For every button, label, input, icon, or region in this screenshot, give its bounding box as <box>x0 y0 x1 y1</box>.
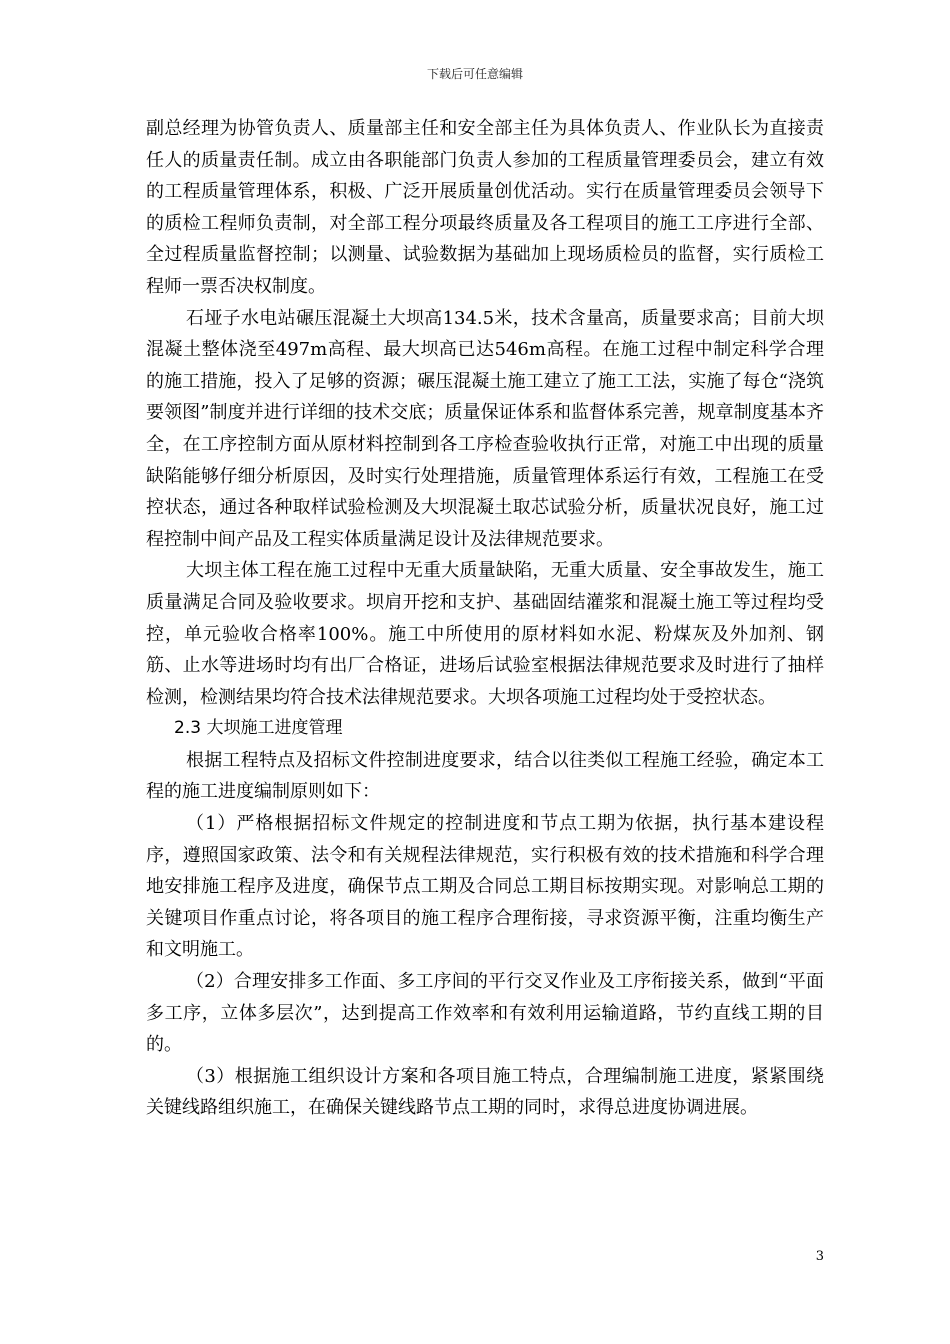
paragraph-schedule-principles: 根据工程特点及招标文件控制进度要求，结合以往类似工程施工经验，确定本工程的施工进度编制原则如下： <box>146 749 824 803</box>
list-item-3: （3）根据施工组织设计方案和各项目施工特点，合理编制施工进度，紧紧围绕关键线路组织施工，在确保关键线路节点工期的同时，求得总进度协调进展。 <box>146 1065 824 1119</box>
section-heading: 2.3 大坝施工进度管理 <box>174 718 343 739</box>
document-body <box>146 113 824 1124</box>
list-item-1: （1）严格根据招标文件规定的控制进度和节点工期为依据，执行基本建设程序，遵照国家政策、法令和有关规程法律规范，实行积极有效的技术措施和科学合理地安排施工程序及进度，确保节点工期及合同总工期目标按期实现。对影响总工期的关键项目作重点讨论，将各项目的施工程序合理衔接，寻求资源平衡，注重均衡生产和文明施工。 <box>146 813 824 961</box>
paragraph-quality-responsibility: 副总经理为协管负责人、质量部主任和安全部主任为具体负责人、作业队长为直接责任人的质量责任制。成立由各职能部门负责人参加的工程质量管理委员会，建立有效的工程质量管理体系，积极、广泛开展质量创优活动。实行在质量管理委员会领导下的质检工程师负责制，对全部工程分项最终质量及各工程项目的施工工序进行全部、全过程质量监督控制；以测量、试验数据为基础加上现场质检员的监督，实行质检工程师一票否决权制度。 <box>146 118 824 297</box>
page-header: 下载后可任意编辑 <box>426 67 523 81</box>
paragraph-dam-quality-status: 石垭子水电站碾压混凝土大坝高134.5米，技术含量高，质量要求高；目前大坝混凝土整体浇至497m高程、最大坝高已达546m高程。在施工过程中制定科学合理的施工措施，投入了足够的资源；碾压混凝土施工建立了施工工法，实施了每仓“浇筑要领图”制度并进行详细的技术交底；质量保证体系和监督体系完善，规章制度基本齐全，在工序控制方面从原材料控制到各工序检查验收执行正常，对施工中出现的质量缺陷能够仔细分析原因，及时实行处理措施，质量管理体系运行有效，工程施工在受控状态，通过各种取样试验检测及大坝混凝土取芯试验分析，质量状况良好，施工过程控制中间产品及工程实体质量满足设计及法律规范要求。 <box>146 307 824 550</box>
page-number: 3 <box>815 1249 824 1264</box>
list-item-2: （2）合理安排多工作面、多工序间的平行交叉作业及工序衔接关系，做到“平面多工序，立体多层次”，达到提高工作效率和有效利用运输道路，节约直线工期的目的。 <box>146 971 824 1056</box>
paragraph-dam-main-works: 大坝主体工程在施工过程中无重大质量缺陷，无重大质量、安全事故发生，施工质量满足合同及验收要求。坝肩开挖和支护、基础固结灌浆和混凝土施工等过程均受控，单元验收合格率100%。施工中所使用的原材料如水泥、粉煤灰及外加剂、钢筋、止水等进场时均有出厂合格证，进场后试验室根据法律规范要求及时进行了抽样检测，检测结果均符合技术法律规范要求。大坝各项施工过程均处于受控状态。 <box>146 560 824 708</box>
